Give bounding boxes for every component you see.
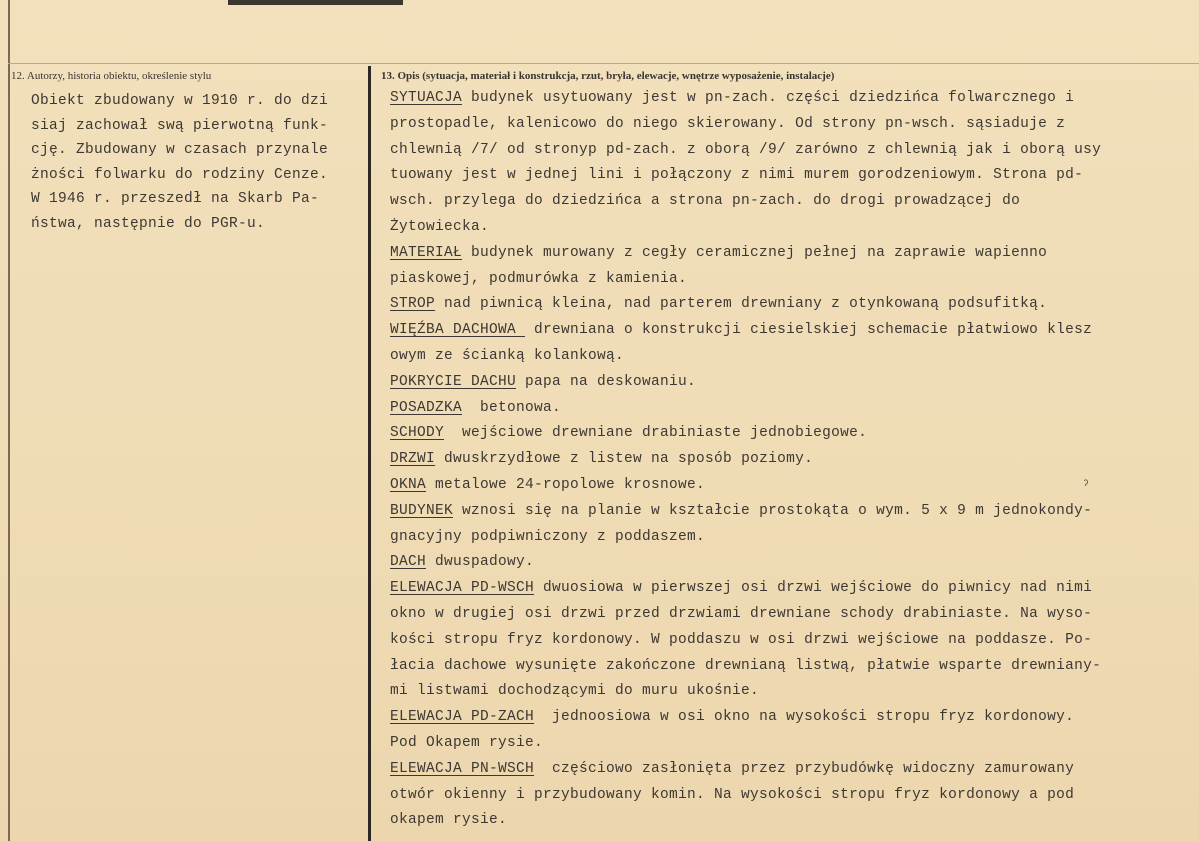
section-12-line: żności folwarku do rodziny Cenze. <box>31 166 329 183</box>
section-13-text: metalowe 24-ropolowe krosnowe. <box>426 476 706 493</box>
section-12-line: W 1946 r. przeszedł na Skarb Pa- <box>31 191 320 208</box>
section-12-line: siaj zachował swą pierwotną funk- <box>31 117 329 134</box>
section-13-text: wejściowe drewniane drabiniaste jednobiegowe. <box>444 425 868 442</box>
section-13-line <box>390 550 1101 576</box>
page-left-edge <box>8 0 10 841</box>
section-13-line <box>390 344 1101 370</box>
section-13-line <box>390 473 1101 499</box>
section-13-label: DRZWI <box>390 451 436 468</box>
section-13-text: częściowo zasłonięta przez przybudówkę widoczny zamurowany <box>534 760 1075 777</box>
section-13-line <box>390 396 1101 422</box>
section-13-label: WIĘŹBA DACHOWA <box>390 322 526 339</box>
section-13-line <box>390 525 1101 551</box>
section-13-label: OKNA <box>390 476 427 493</box>
section-12-line: ństwa, następnie do PGR-u. <box>31 215 266 232</box>
section-13-text: prostopadle, kalenicowo do niego skierowany. Od strony pn-wsch. sąsiaduje z <box>390 115 1066 132</box>
section-13-line <box>390 241 1101 267</box>
section-12-header: 12. Autorzy, historia obiektu, określenie stylu <box>11 70 212 82</box>
section-13-line <box>390 783 1101 809</box>
section-13-line <box>390 576 1101 602</box>
section-13-line <box>390 808 1101 834</box>
section-13-line <box>390 421 1101 447</box>
section-13-line <box>390 86 1101 112</box>
section-13-line <box>390 628 1101 654</box>
section-13-line <box>390 215 1101 241</box>
section-13-text: gnacyjny podpiwniczony z poddaszem. <box>390 528 706 545</box>
section-13-text: okapem rysie. <box>390 812 508 829</box>
section-13-text: otwór okienny i przybudowany komin. Na wysokości stropu fryz kordonowy a pod <box>390 786 1075 803</box>
section-13-body <box>390 86 1101 834</box>
section-13-text: piaskowej, podmurówka z kamienia. <box>390 270 688 287</box>
section-12-line: Obiekt zbudowany w 1910 r. do dzi <box>31 93 329 109</box>
section-13-text: nad piwnicą kleina, nad parterem drewniany z otynkowaną podsufitką. <box>435 296 1048 313</box>
section-13-text: wsch. przylega do dziedzińca a strona pn-zach. do drogi prowadzącej do <box>390 193 1021 210</box>
section-13-line <box>390 602 1101 628</box>
section-13-line <box>390 138 1101 164</box>
section-13-label: ELEWACJA PD-WSCH <box>390 580 535 597</box>
section-13-text: tuowany jest w jednej lini i połączony z nimi murem gorodzeniowym. Strona pd- <box>390 167 1084 184</box>
section-13-line <box>390 189 1101 215</box>
section-13-text: chlewnią /7/ od stronyp pd-zach. z oborą /9/ zarówno z chlewnią jak i oborą usy <box>390 141 1102 158</box>
section-13-text: wznosi się na planie w kształcie prostokąta o wym. 5 x 9 m jednokondy- <box>453 502 1093 519</box>
section-13-line <box>390 292 1101 318</box>
section-13-label: POSADZKA <box>390 399 463 416</box>
section-13-line <box>390 654 1101 680</box>
section-13-text: papa na deskowaniu. <box>516 373 697 390</box>
section-13-line <box>390 318 1101 344</box>
section-13-text: budynek murowany z cegły ceramicznej pełnej na zaprawie wapienno <box>462 244 1048 261</box>
section-13-label: POKRYCIE DACHU <box>390 373 517 390</box>
section-13-text: dwuskrzydłowe z listew na sposób poziomy. <box>435 451 814 468</box>
section-13-line <box>390 731 1101 757</box>
section-13-header: 13. Opis (sytuacja, materiał i konstrukcja, rzut, bryła, elewacje, wnętrze wyposażenie, instalacje) <box>381 70 835 82</box>
section-13-line <box>390 370 1101 396</box>
section-13-line <box>390 163 1101 189</box>
section-13-label: SYTUACJA <box>390 90 463 106</box>
section-13-line <box>390 705 1101 731</box>
section-12-body <box>31 89 328 237</box>
section-13-label: STROP <box>390 296 436 313</box>
section-13-label: SCHODY <box>390 425 445 442</box>
section-13-line <box>390 757 1101 783</box>
section-13-line <box>390 499 1101 525</box>
section-13-text: dwuspadowy. <box>426 554 535 571</box>
column-divider <box>368 66 371 841</box>
section-13-label: DACH <box>390 554 427 571</box>
section-13-text: betonowa. <box>462 399 562 416</box>
section-13-text: Żytowiecka. <box>390 218 490 235</box>
section-13-label: ELEWACJA PD-ZACH <box>390 709 535 726</box>
section-13-line <box>390 447 1101 473</box>
section-13-line <box>390 267 1101 293</box>
section-13-text: owym ze ścianką kolankową. <box>390 347 625 364</box>
stray-mark: ˀ <box>1082 478 1090 493</box>
section-12-line: cję. Zbudowany w czasach przynale <box>31 142 329 159</box>
section-13-text: drewniana o konstrukcji ciesielskiej schemacie płatwiowo klesz <box>525 322 1093 339</box>
section-13-text: okno w drugiej osi drzwi przed drzwiami drewniane schody drabiniaste. Na wyso- <box>390 605 1093 622</box>
section-13-text: mi listwami dochodzącymi do muru ukośnie. <box>390 683 760 700</box>
section-13-label: MATERIAŁ <box>390 244 463 261</box>
top-dark-mark <box>228 0 403 5</box>
top-rule <box>8 63 1199 64</box>
section-13-text: Pod Okapem rysie. <box>390 734 544 751</box>
section-13-label: ELEWACJA PN-WSCH <box>390 760 535 777</box>
section-13-text: dwuosiowa w pierwszej osi drzwi wejściowe do piwnicy nad nimi <box>534 580 1093 597</box>
section-13-text: jednoosiowa w osi okno na wysokości stropu fryz kordonowy. <box>534 709 1075 726</box>
section-13-text: łacia dachowe wysunięte zakończone drewnianą listwą, płatwie wsparte drewniany- <box>390 657 1102 674</box>
section-13-line <box>390 679 1101 705</box>
section-13-text: kości stropu fryz kordonowy. W poddaszu w osi drzwi wejściowe na poddasze. Po- <box>390 631 1093 648</box>
section-13-text: budynek usytuowany jest w pn-zach. części dziedzińca folwarcznego i <box>462 90 1075 106</box>
section-13-label: BUDYNEK <box>390 502 454 519</box>
section-13-line <box>390 112 1101 138</box>
